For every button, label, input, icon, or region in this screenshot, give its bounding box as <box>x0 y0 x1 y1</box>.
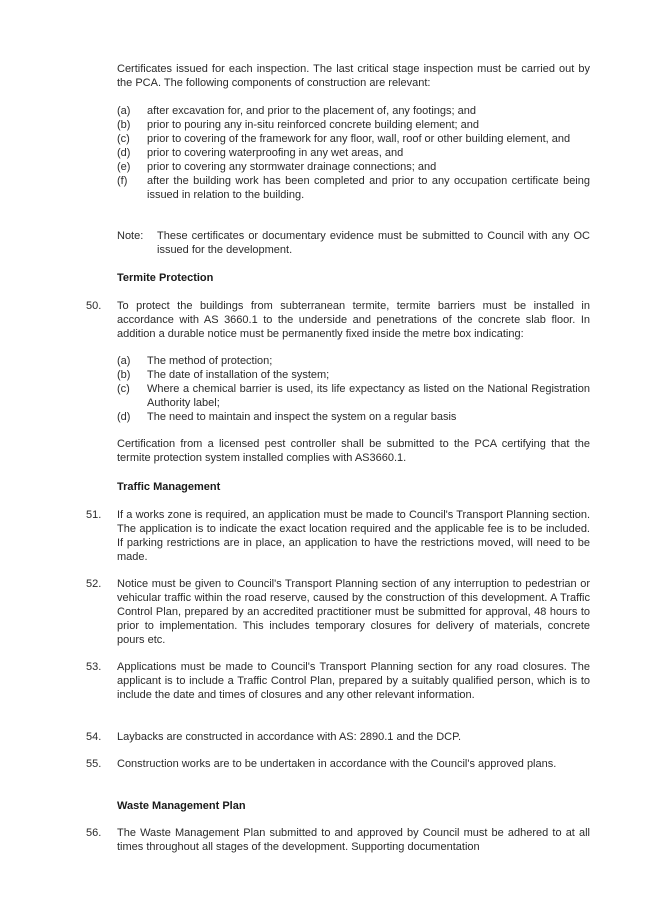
list-item-text: prior to covering any stormwater drainage connections; and <box>147 161 437 173</box>
clause-51-text: If a works zone is required, an application must be made to Council's Transport Planning section. The application is to indicate the exact location required and the applicable fee is to be included. If parking restrictions are in place, an application to have the restrictions moved, will need to be made. <box>117 509 590 563</box>
list-marker: (d) <box>117 147 131 159</box>
list-marker: (e) <box>117 161 131 173</box>
list-item-text: Where a chemical barrier is used, its life expectancy as listed on the National Registration Authority label; <box>147 383 590 409</box>
clause-56-text: The Waste Management Plan submitted to and approved by Council must be adhered to at all times throughout all stages of the development. Supporting documentation <box>117 827 590 853</box>
clause-50-text: To protect the buildings from subterranean termite, termite barriers must be installed in accordance with AS 3660.1 to the underside and penetrations of the concrete slab floor. In addition a durable notice must be permanently fixed inside the metre box indicating: <box>117 300 590 340</box>
list-item <box>117 132 590 146</box>
note-text: These certificates or documentary evidence must be submitted to Council with any OC issued for the development. <box>157 230 590 256</box>
list-item-text: prior to pouring any in-situ reinforced concrete building element; and <box>147 119 480 131</box>
list-item <box>117 382 590 410</box>
list-marker: (b) <box>117 369 131 381</box>
section-heading-waste-management-plan: Waste Management Plan <box>117 800 246 812</box>
clause-number: 56. <box>86 827 102 839</box>
clause-54-text: Laybacks are constructed in accordance with AS: 2890.1 and the DCP. <box>117 731 462 743</box>
list-marker: (a) <box>117 105 131 117</box>
list-item <box>117 354 590 368</box>
list-item-text: prior to covering of the framework for any floor, wall, roof or other building element, and <box>147 133 571 145</box>
termite-certification-text: Certification from a licensed pest controller shall be submitted to the PCA certifying that the termite protection system installed complies with AS3660.1. <box>117 438 590 464</box>
inspection-stage-list <box>117 104 590 202</box>
list-item-text: The date of installation of the system; <box>147 369 330 381</box>
clause-55-text: Construction works are to be undertaken in accordance with the Council's approved plans. <box>117 758 557 770</box>
list-item-text: after excavation for, and prior to the placement of, any footings; and <box>147 105 476 117</box>
clause-number: 54. <box>86 731 102 743</box>
note-label: Note: <box>117 230 144 242</box>
list-item-text: The method of protection; <box>147 355 273 367</box>
list-marker: (c) <box>117 383 130 395</box>
clause-52-text: Notice must be given to Council's Transport Planning section of any interruption to pedestrian or vehicular traffic within the road reserve, caused by the construction of this development. A Traffic Control Plan, prepared by an accredited practitioner must be submitted for approval, 48 hours to prior to implementation. This includes temporary closures for delivery of materials, concrete pours etc. <box>117 578 590 646</box>
clause-number: 51. <box>86 509 102 521</box>
list-item-text: The need to maintain and inspect the system on a regular basis <box>147 411 457 423</box>
list-item <box>117 160 590 174</box>
list-marker: (c) <box>117 133 130 145</box>
clause-number: 50. <box>86 300 102 312</box>
list-item <box>117 410 590 424</box>
section-heading-termite-protection: Termite Protection <box>117 272 214 284</box>
section-heading-traffic-management: Traffic Management <box>117 481 221 493</box>
termite-notice-list <box>117 354 590 424</box>
note-block <box>117 229 590 257</box>
list-marker: (f) <box>117 175 128 187</box>
clause-53-text: Applications must be made to Council's Transport Planning section for any road closures. The applicant is to include a Traffic Control Plan, prepared by a suitably qualified person, which is to include the date and times of closures and any other relevant information. <box>117 661 590 701</box>
list-marker: (d) <box>117 411 131 423</box>
list-item-text: prior to covering waterproofing in any wet areas, and <box>147 147 404 159</box>
list-item <box>117 104 590 118</box>
list-marker: (b) <box>117 119 131 131</box>
list-item <box>117 368 590 382</box>
list-item <box>117 174 590 202</box>
list-item <box>117 146 590 160</box>
list-item-text: after the building work has been completed and prior to any occupation certificate being issued in relation to the building. <box>147 175 590 201</box>
intro-paragraph: Certificates issued for each inspection. The last critical stage inspection must be carried out by the PCA. The following components of construction are relevant: <box>117 63 590 89</box>
list-item <box>117 118 590 132</box>
list-marker: (a) <box>117 355 131 367</box>
clause-number: 53. <box>86 661 102 673</box>
clause-number: 55. <box>86 758 102 770</box>
clause-number: 52. <box>86 578 102 590</box>
